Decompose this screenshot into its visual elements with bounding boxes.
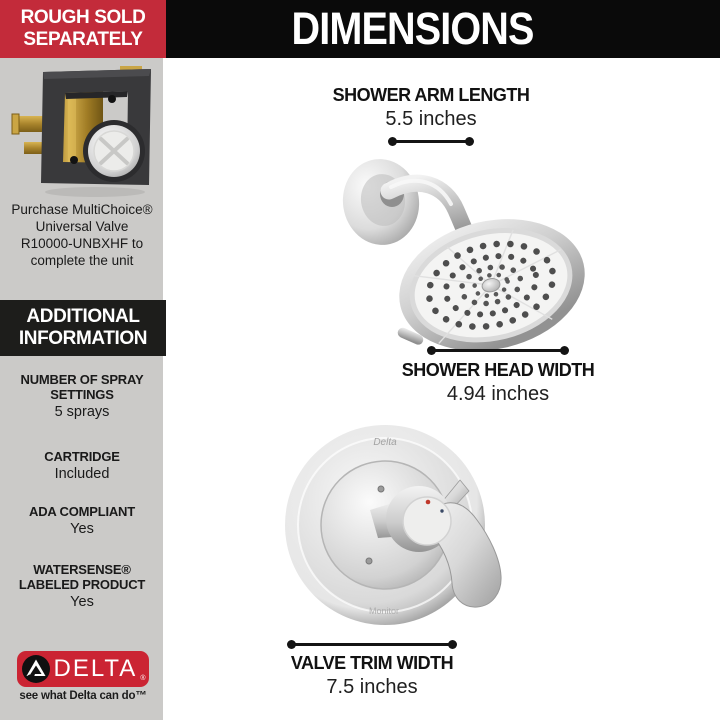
spec-value: Yes xyxy=(70,521,94,537)
additional-info-line1: ADDITIONAL xyxy=(26,306,140,327)
rough-sold-line2: SEPARATELY xyxy=(23,29,143,50)
rough-sold-separately-banner xyxy=(0,0,166,58)
spec-value: Yes xyxy=(70,594,94,610)
delta-triangle-icon xyxy=(21,654,51,684)
spec-label: CARTRIDGE xyxy=(44,449,120,464)
dimension-value: 7.5 inches xyxy=(326,676,418,698)
plate-model-marking: Monitor xyxy=(368,606,400,616)
dimension-label: SHOWER HEAD WIDTH xyxy=(401,360,595,380)
spec-label: WATERSENSE® LABELED PRODUCT xyxy=(18,562,146,592)
caption-line1: Purchase MultiChoice® xyxy=(11,202,153,217)
shower-head-image xyxy=(329,146,592,352)
dimension-label: SHOWER ARM LENGTH xyxy=(332,85,530,105)
shower-arm-length-section xyxy=(301,85,561,143)
spec-label: ADA COMPLIANT xyxy=(29,504,135,519)
dimension-line xyxy=(432,349,564,352)
dimension-line xyxy=(292,643,452,646)
shower-head-width-section xyxy=(368,349,628,406)
plate-brand-marking: Delta xyxy=(373,437,397,448)
valve-trim-width-section xyxy=(242,643,502,699)
delta-logo xyxy=(17,651,149,687)
dimension-value: 4.94 inches xyxy=(446,383,550,405)
dimension-line xyxy=(393,140,469,143)
caption-line3: R10000-UNBXHF to xyxy=(20,236,144,251)
spec-watersense xyxy=(7,562,157,611)
delta-tagline: see what Delta can do™ xyxy=(19,690,147,702)
spec-label: NUMBER OF SPRAY SETTINGS xyxy=(20,372,144,402)
spec-value: Included xyxy=(54,466,110,482)
spec-spray-settings xyxy=(7,372,157,421)
additional-info-line2: INFORMATION xyxy=(18,328,148,349)
cold-indicator-dot xyxy=(440,509,443,512)
delta-wordmark: DELTA xyxy=(53,655,138,682)
spec-value: 5 sprays xyxy=(54,404,110,420)
registered-mark: ® xyxy=(140,675,146,682)
rough-valve-caption xyxy=(7,201,157,269)
plaster-guard-cap xyxy=(83,120,145,182)
hot-indicator-dot xyxy=(426,500,431,505)
caption-line4: complete the unit xyxy=(30,253,134,268)
rough-valve-image xyxy=(10,64,158,202)
additional-information-banner xyxy=(0,300,166,356)
valve-trim-image xyxy=(280,418,514,636)
spec-ada-compliant xyxy=(7,504,157,538)
dimension-value: 5.5 inches xyxy=(385,108,477,130)
shower-head-face xyxy=(386,201,592,352)
spec-cartridge xyxy=(7,449,157,483)
rough-sold-line1: ROUGH SOLD xyxy=(20,7,146,28)
page-title: DIMENSIONS xyxy=(291,3,535,54)
wall-escutcheon xyxy=(337,154,424,250)
dimensions-header-bar xyxy=(166,0,720,58)
caption-line2: Universal Valve xyxy=(35,219,129,234)
dimension-label: VALVE TRIM WIDTH xyxy=(290,653,454,673)
